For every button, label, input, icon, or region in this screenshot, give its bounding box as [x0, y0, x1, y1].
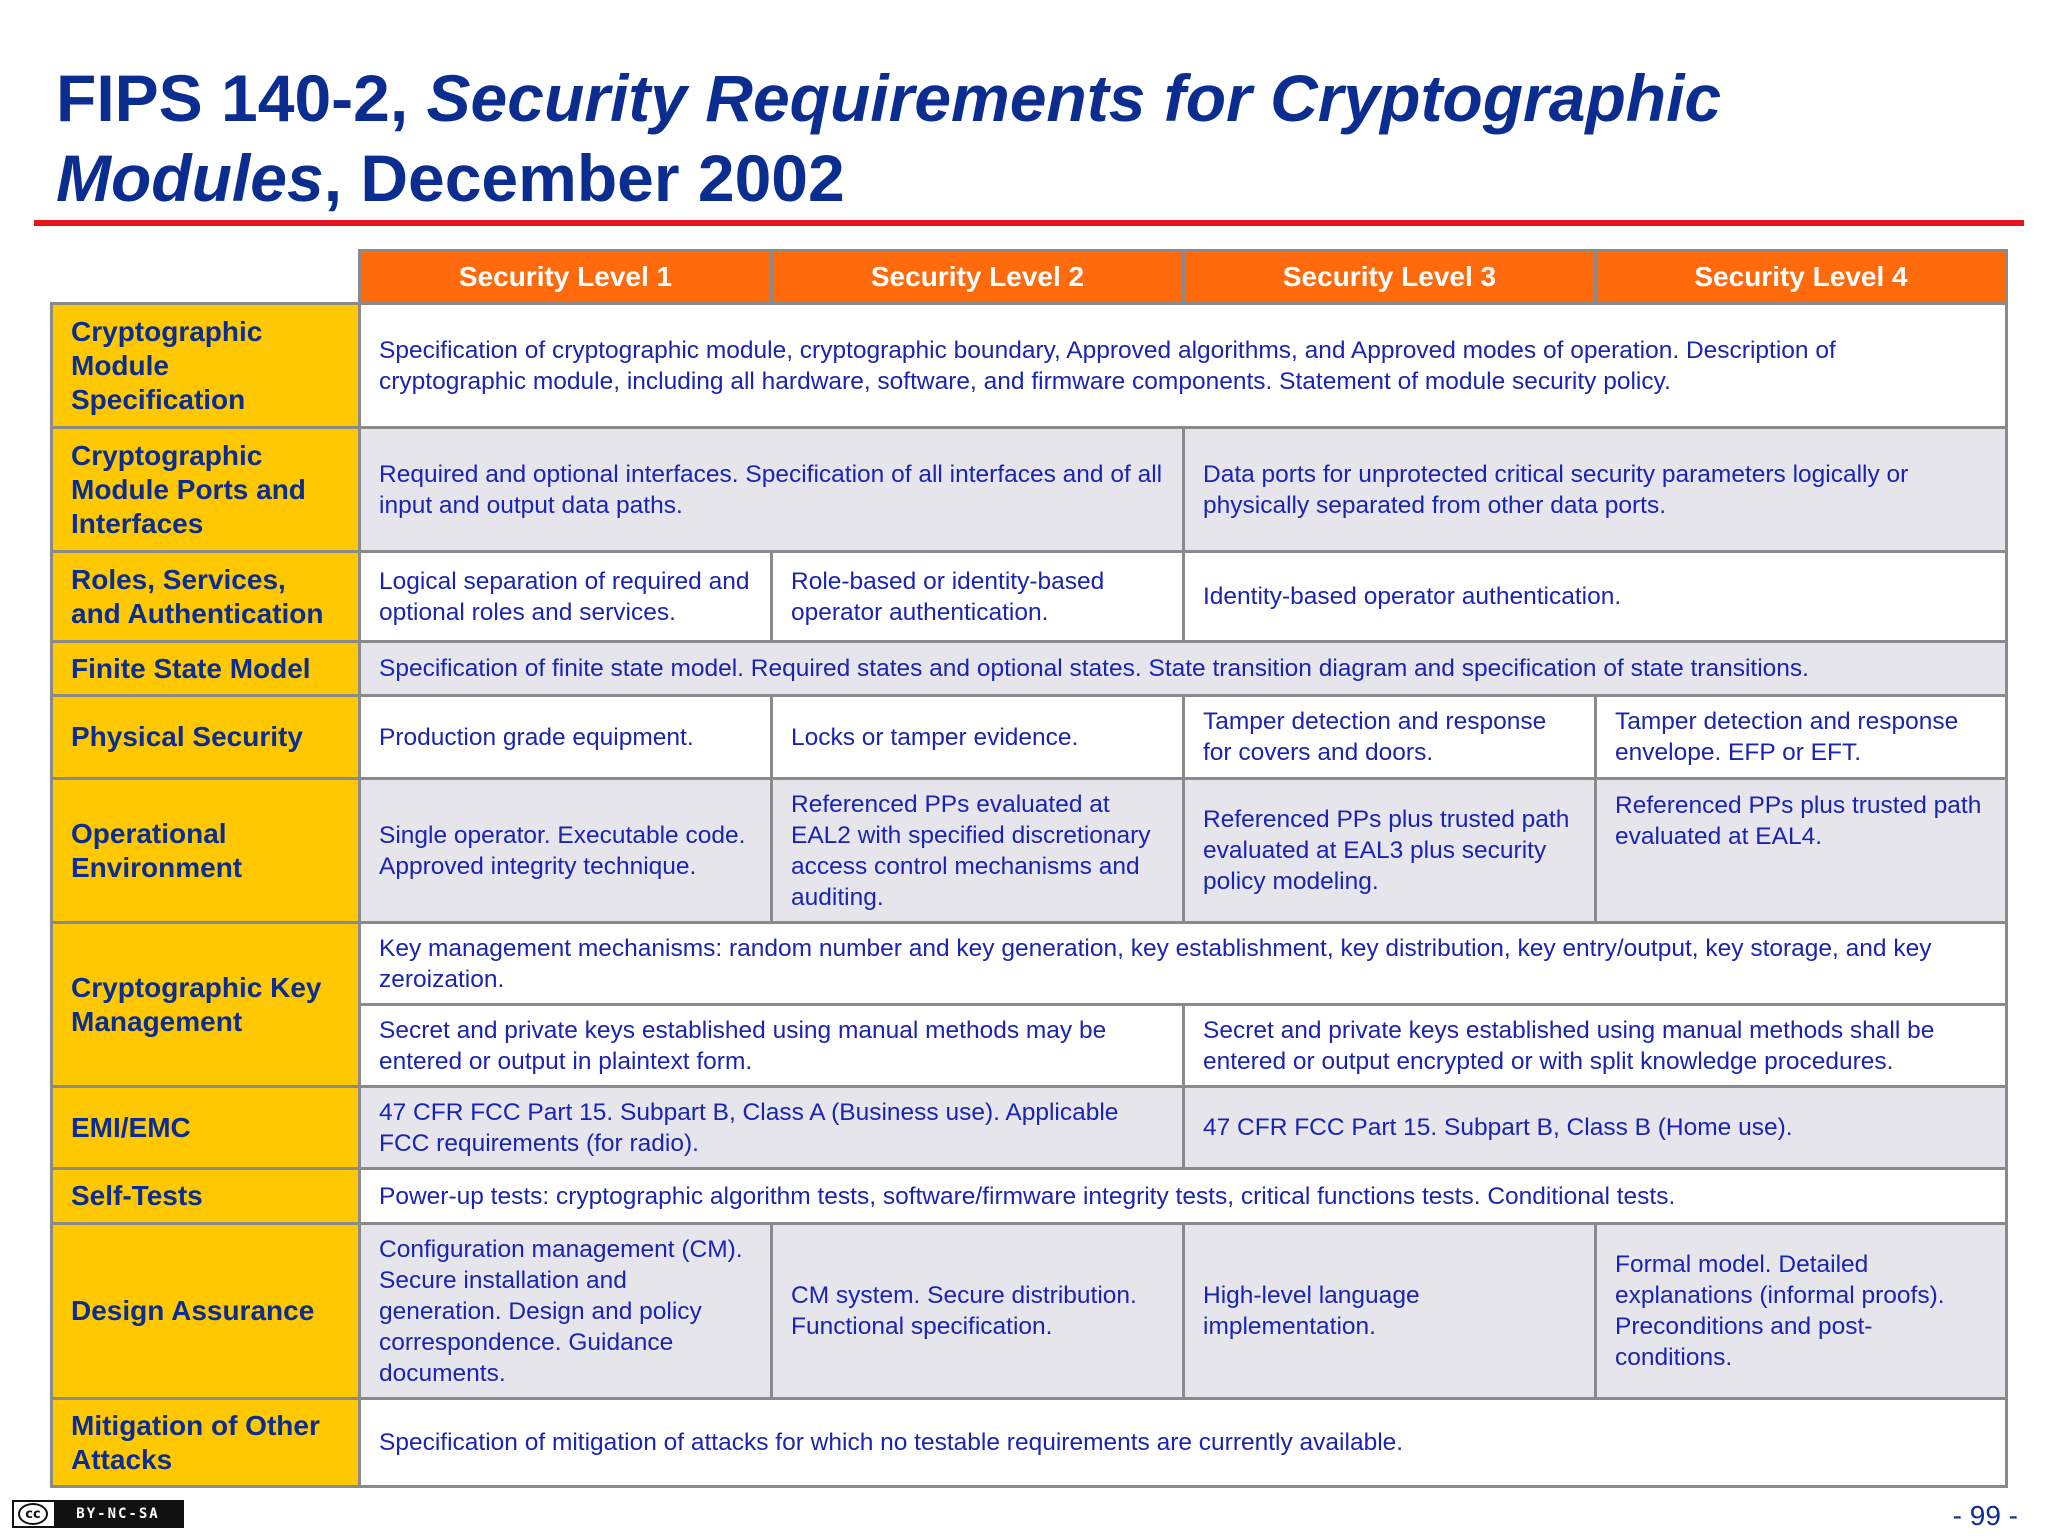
cell-ports-levels-3-4: Data ports for unprotected critical security parameters logically or physically separated from other data ports.	[1184, 428, 2007, 552]
area-roles-services-authentication: Roles, Services, and Authentication	[52, 552, 360, 642]
title-document-name: Security Requirements for Cryptographic Modules	[56, 61, 1722, 215]
area-cryptographic-key-management: Cryptographic Key Management	[52, 923, 360, 1087]
table-row	[52, 428, 2007, 552]
area-operational-environment: Operational Environment	[52, 779, 360, 923]
security-levels-table	[50, 249, 2008, 1488]
cell-keymgmt-levels-1-2: Secret and private keys established using manual methods may be entered or output in plaintext form.	[360, 1005, 1184, 1087]
table-row	[52, 1224, 2007, 1399]
cell-ports-levels-1-2: Required and optional interfaces. Specification of all interfaces and of all input and output data paths.	[360, 428, 1184, 552]
area-emi-emc: EMI/EMC	[52, 1087, 360, 1169]
area-finite-state-model: Finite State Model	[52, 642, 360, 696]
cc-icon: cc	[18, 1503, 48, 1525]
title-standard: FIPS 140-2,	[56, 61, 427, 135]
title-date: , December 2002	[323, 141, 845, 215]
table-row	[52, 779, 2007, 923]
area-ports-and-interfaces: Cryptographic Module Ports and Interfaces	[52, 428, 360, 552]
cell-design-level-1: Configuration management (CM). Secure installation and generation. Design and policy correspondence. Guidance documents.	[360, 1224, 772, 1399]
table-row	[52, 923, 2007, 1005]
area-self-tests: Self-Tests	[52, 1169, 360, 1224]
creative-commons-license-badge	[12, 1500, 184, 1528]
cell-physical-level-2: Locks or tamper evidence.	[772, 696, 1184, 779]
table-row	[52, 1169, 2007, 1224]
table-row	[52, 1399, 2007, 1487]
cell-design-level-3: High-level language implementation.	[1184, 1224, 1596, 1399]
area-design-assurance: Design Assurance	[52, 1224, 360, 1399]
header-security-level-4: Security Level 4	[1596, 251, 2007, 304]
header-security-level-2: Security Level 2	[772, 251, 1184, 304]
area-cryptographic-module-specification: Cryptographic Module Specification	[52, 304, 360, 428]
cell-physical-level-1: Production grade equipment.	[360, 696, 772, 779]
title-divider	[34, 220, 2024, 226]
area-physical-security: Physical Security	[52, 696, 360, 779]
cell-openv-level-4: Referenced PPs plus trusted path evaluated at EAL4.	[1596, 779, 2007, 923]
cell-roles-level-1: Logical separation of required and optional roles and services.	[360, 552, 772, 642]
cell-design-level-2: CM system. Secure distribution. Functional specification.	[772, 1224, 1184, 1399]
table-row	[52, 304, 2007, 428]
area-mitigation-of-other-attacks: Mitigation of Other Attacks	[52, 1399, 360, 1487]
cell-keymgmt-levels-3-4: Secret and private keys established using manual methods shall be entered or output encrypted or with split knowledge procedures.	[1184, 1005, 2007, 1087]
header-security-level-1: Security Level 1	[360, 251, 772, 304]
table-row	[52, 642, 2007, 696]
cell-roles-level-2: Role-based or identity-based operator authentication.	[772, 552, 1184, 642]
cell-spec-all-levels: Specification of cryptographic module, cryptographic boundary, Approved algorithms, and Approved modes of operation. Description of cryptographic module, including all hardware, software, and firmware components. Statement of module security policy.	[360, 304, 2007, 428]
slide-title	[56, 58, 1996, 218]
page-number: - 99 -	[1952, 1500, 2018, 1531]
cell-physical-level-3: Tamper detection and response for covers and doors.	[1184, 696, 1596, 779]
table-row	[52, 1087, 2007, 1169]
cell-physical-level-4: Tamper detection and response envelope. EFP or EFT.	[1596, 696, 2007, 779]
cell-selftests-all-levels: Power-up tests: cryptographic algorithm tests, software/firmware integrity tests, critical functions tests. Conditional tests.	[360, 1169, 2007, 1224]
cell-mitigation-all-levels: Specification of mitigation of attacks for which no testable requirements are currently available.	[360, 1399, 2007, 1487]
table-row	[52, 552, 2007, 642]
table-row	[52, 696, 2007, 779]
license-terms: BY-NC-SA	[54, 1502, 182, 1526]
cell-openv-level-1: Single operator. Executable code. Approved integrity technique.	[360, 779, 772, 923]
table-header-row	[52, 251, 2007, 304]
cell-emi-levels-1-2: 47 CFR FCC Part 15. Subpart B, Class A (Business use). Applicable FCC requirements (for radio).	[360, 1087, 1184, 1169]
cell-emi-levels-3-4: 47 CFR FCC Part 15. Subpart B, Class B (Home use).	[1184, 1087, 2007, 1169]
cell-openv-level-2: Referenced PPs evaluated at EAL2 with specified discretionary access control mechanisms and auditing.	[772, 779, 1184, 923]
cell-roles-levels-3-4: Identity-based operator authentication.	[1184, 552, 2007, 642]
header-corner	[52, 251, 360, 304]
cell-design-level-4: Formal model. Detailed explanations (informal proofs). Preconditions and post-conditions.	[1596, 1224, 2007, 1399]
cell-keymgmt-all-levels: Key management mechanisms: random number and key generation, key establishment, key distribution, key entry/output, key storage, and key zeroization.	[360, 923, 2007, 1005]
cell-fsm-all-levels: Specification of finite state model. Required states and optional states. State transition diagram and specification of state transitions.	[360, 642, 2007, 696]
header-security-level-3: Security Level 3	[1184, 251, 1596, 304]
cell-openv-level-3: Referenced PPs plus trusted path evaluated at EAL3 plus security policy modeling.	[1184, 779, 1596, 923]
